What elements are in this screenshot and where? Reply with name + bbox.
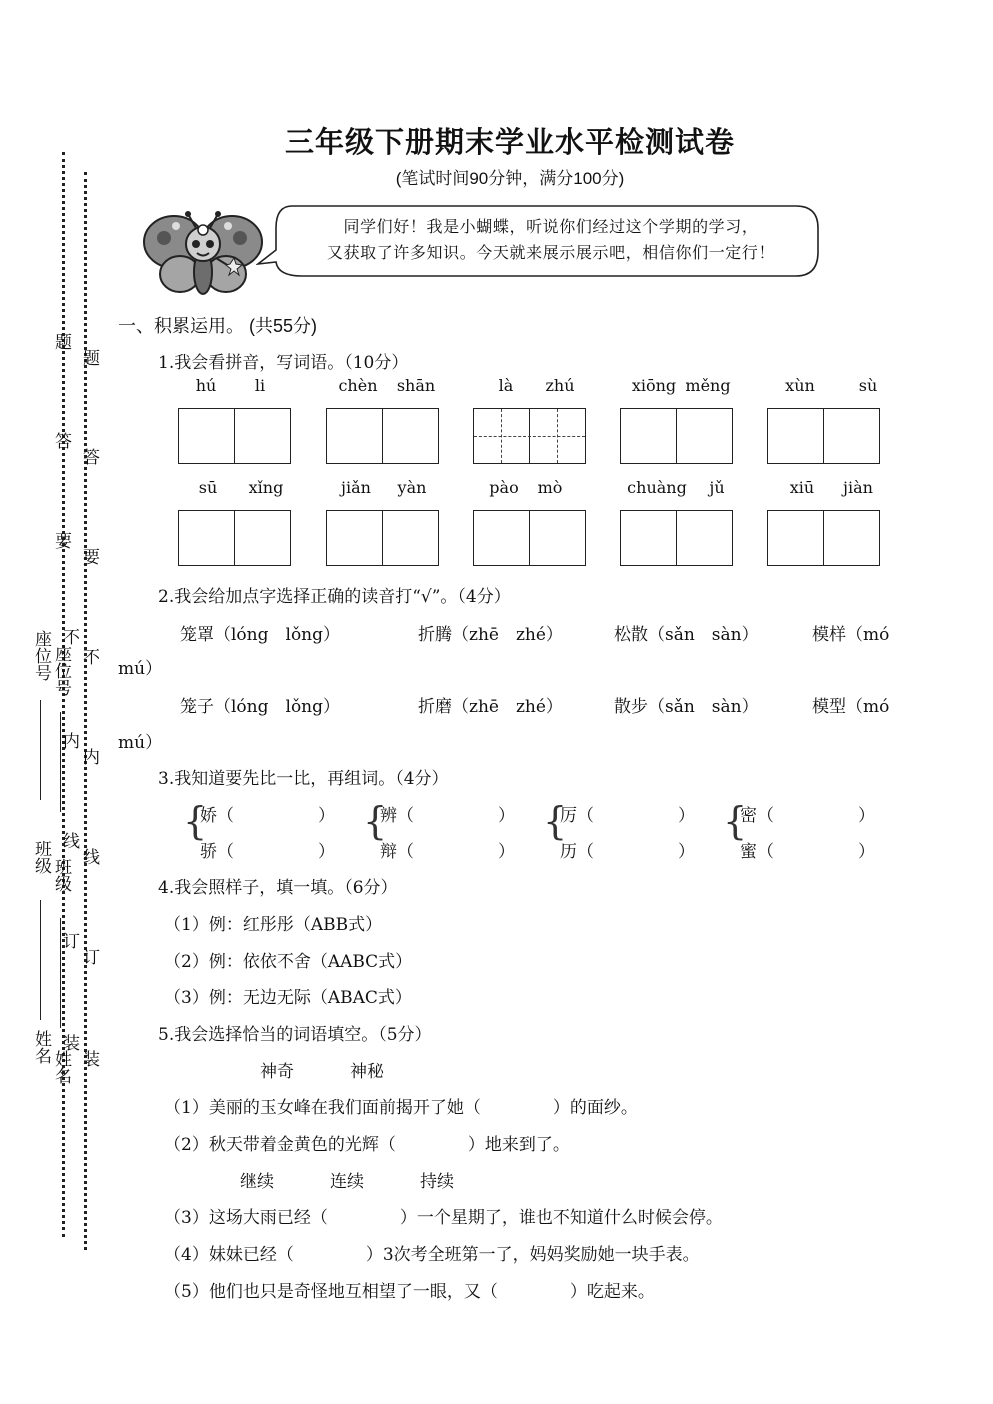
q2-option[interactable]: 模样（mó [812,625,890,645]
q2-option[interactable]: 笼罩（lóng lǒng） [180,625,341,645]
q5-item-4-post: ）3次考全班第一了，妈妈奖励她一块手表。 [365,1245,700,1265]
q3-char: 密（ [740,806,774,826]
q3-close: ） [498,842,515,862]
q3-close: ） [678,806,695,826]
q1-pinyin-8a: pào [489,478,519,497]
q5-item-3 [164,1203,723,1228]
seal-char-da-outer: 答 [51,432,71,449]
bubble-line-2: 又获取了许多知识。今天就来展示展示吧，相信你们一定行！ [326,243,776,262]
q1-pinyin-5b: sù [858,376,878,395]
seal-char-ti-inner: 题 [79,349,99,366]
q1-pinyin-5a: xùn [785,376,815,395]
q4-title: 4.我会照样子，填一填。（6分） [158,878,398,898]
q4-item-1: （1）例：红彤彤（ABB式） [164,915,383,935]
name-label: 姓名 [31,1030,51,1064]
seal-char-bu-outer: 不 [59,628,79,645]
q5-item-1-post: ）的面纱。 [552,1098,638,1118]
bubble-line-1: 同学们好！我是小蝴蝶，听说你们经过这个学期的学习， [343,217,759,236]
seal-char-da-inner: 答 [79,448,99,465]
q5-item-2-pre: （2）秋天带着金黄色的光辉（ [164,1135,396,1155]
q1-pinyin-10b: jiàn [843,478,873,497]
q1-pinyin-9a: chuàng [627,478,687,497]
seal-char-ding-outer: 订 [59,932,79,949]
seal-char-yao-inner: 要 [79,548,99,565]
q2-option[interactable]: 松散（sǎn sàn） [614,625,759,645]
seal-char-nei-inner: 内 [79,748,99,765]
q1-pinyin-3b: zhú [545,376,575,395]
q3-title: 3.我知道要先比一比，再组词。（4分） [158,769,449,789]
q1-pinyin-6a: sū [198,478,218,497]
q4-item-3: （3）例：无边无际（ABAC式） [164,988,412,1008]
q1-answer-box[interactable] [767,408,880,464]
binding-dotted-line-inner [84,172,87,1250]
q5-item-2 [164,1130,570,1155]
q1-pinyin-10a: xiū [789,478,815,497]
page-title: 三年级下册期末学业水平检测试卷 [284,125,735,159]
seat-number-label: 座位号 [31,630,51,681]
q2-option[interactable]: 折磨（zhē zhé） [418,697,563,717]
q5-word: 神秘 [350,1062,384,1082]
q3-char: 历（ [560,842,594,862]
q3-close: ） [498,806,515,826]
class-label-inner: 班级 [51,858,71,892]
class-label: 班级 [31,840,51,874]
q3-close: ） [678,842,695,862]
q5-item-4-pre: （4）妹妹已经（ [164,1245,294,1265]
q3-char: 娇（ [200,806,234,826]
q2-option[interactable]: 散步（sǎn sàn） [614,697,759,717]
seal-char-ti-outer: 题 [51,333,71,350]
q3-close: ） [858,806,875,826]
q3-brace: { [183,799,208,843]
q1-pinyin-3a: là [498,376,514,395]
q2-option[interactable]: 折腾（zhē zhé） [418,625,563,645]
q1-pinyin-1a: hú [195,376,217,395]
seal-char-zhuang-outer: 装 [59,1034,79,1051]
q1-pinyin-9b: jǔ [709,478,725,497]
q2-option[interactable]: 笼子（lóng lǒng） [180,697,341,717]
q5-word: 继续 [240,1172,274,1192]
q1-pinyin-4b: měng [685,376,731,395]
q3-char: 蜜（ [740,842,774,862]
q5-title: 5.我会选择恰当的词语填空。（5分） [158,1025,432,1045]
q5-item-1 [164,1093,638,1118]
q1-pinyin-7a: jiǎn [341,478,371,497]
q2-option-wrap: mú） [118,659,163,679]
q1-answer-box[interactable] [178,408,291,464]
q1-pinyin-2a: chèn [338,376,378,395]
q1-answer-box[interactable] [767,510,880,566]
q1-answer-box[interactable] [620,510,733,566]
seal-char-nei-outer: 内 [59,732,79,749]
q1-pinyin-7b: yàn [397,478,427,497]
q5-item-5 [164,1277,655,1302]
q2-title: 2.我会给加点字选择正确的读音打“√”。（4分） [158,587,511,607]
q1-pinyin-2b: shān [396,376,436,395]
q3-char: 辨（ [380,806,414,826]
q1-pinyin-8b: mò [537,478,563,497]
q5-item-1-pre: （1）美丽的玉女峰在我们面前揭开了她（ [164,1098,481,1118]
seal-char-bu-inner: 不 [79,648,99,665]
name-label-inner: 姓名 [51,1050,71,1084]
q3-brace: { [363,799,388,843]
q1-pinyin-4a: xiōng [631,376,677,395]
q3-char: 骄（ [200,842,234,862]
q1-pinyin-6b: xǐng [248,478,284,497]
q5-item-2-post: ）地来到了。 [467,1135,570,1155]
q5-item-4 [164,1240,700,1265]
q3-brace: { [543,799,568,843]
seal-char-zhuang-inner: 装 [79,1050,99,1067]
q5-item-3-pre: （3）这场大雨已经（ [164,1208,328,1228]
q3-close: ） [858,842,875,862]
q3-char: 辩（ [380,842,414,862]
section-1-heading: 一、积累运用。 (共55分) [118,316,318,336]
q5-item-5-post: ）吃起来。 [569,1282,655,1302]
q1-answer-box[interactable] [178,510,291,566]
q1-answer-box-grid[interactable] [473,408,586,464]
q1-title: 1.我会看拼音，写词语。（10分） [158,353,409,373]
seat-number-label-inner: 座位号 [51,645,71,696]
q3-brace: { [723,799,748,843]
page-subtitle: (笔试时间90分钟，满分100分) [395,169,625,188]
seal-char-yao-outer: 要 [51,532,71,549]
q2-option[interactable]: 模型（mó [812,697,890,717]
q3-close: ） [318,842,335,862]
q5-word: 连续 [330,1172,364,1192]
q5-item-5-pre: （5）他们也只是奇怪地互相望了一眼，又（ [164,1282,498,1302]
q1-answer-box[interactable] [620,408,733,464]
q3-char: 厉（ [560,806,594,826]
seal-char-xian-inner: 线 [79,848,99,865]
q1-answer-box[interactable] [473,510,586,566]
q2-option-wrap: mú） [118,733,163,753]
q1-answer-box[interactable] [326,510,439,566]
q5-word: 神奇 [260,1062,294,1082]
q1-answer-box[interactable] [326,408,439,464]
q5-word: 持续 [420,1172,454,1192]
seal-char-ding-inner: 订 [79,948,99,965]
q5-item-3-post: ）一个星期了，谁也不知道什么时候会停。 [399,1208,723,1228]
q1-pinyin-1b: li [254,376,266,395]
q4-item-2: （2）例：依依不舍（AABC式） [164,952,413,972]
q3-close: ） [318,806,335,826]
seat-number-blank-inner [60,712,62,812]
class-blank[interactable] [40,900,42,1020]
seal-char-xian-outer: 线 [59,832,79,849]
seat-number-blank[interactable] [40,700,42,800]
